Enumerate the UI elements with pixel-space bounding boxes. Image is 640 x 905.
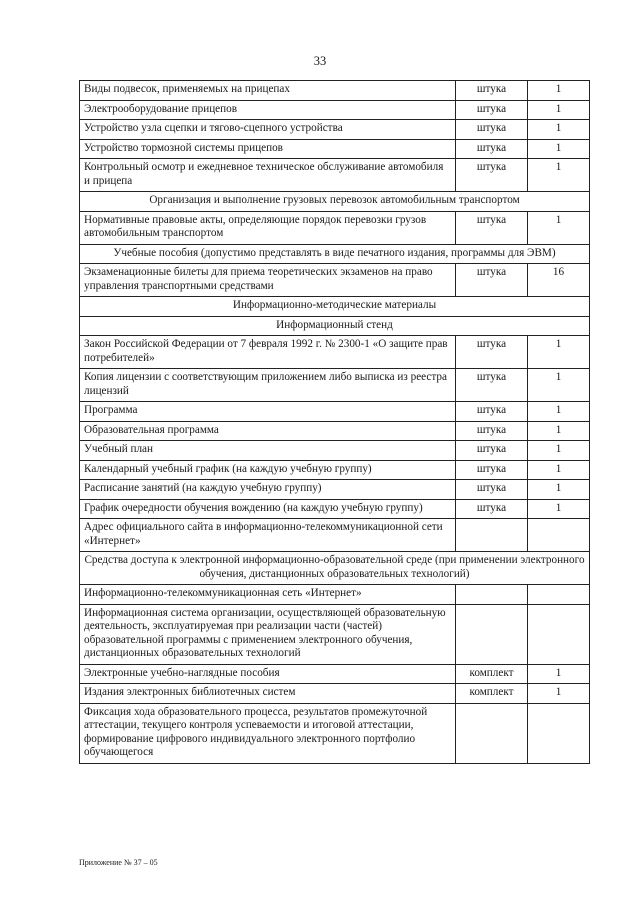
item-unit: комплект — [456, 664, 528, 684]
equipment-table — [79, 80, 590, 764]
item-quantity: 1 — [528, 81, 590, 101]
item-unit: штука — [456, 139, 528, 159]
item-quantity: 1 — [528, 402, 590, 422]
item-unit: штука — [456, 480, 528, 500]
table-row — [80, 402, 590, 422]
item-quantity — [528, 604, 590, 664]
item-name: Образовательная программа — [80, 421, 456, 441]
item-quantity: 1 — [528, 139, 590, 159]
table-row — [80, 100, 590, 120]
item-unit — [456, 703, 528, 763]
section-title: Учебные пособия (допустимо представлять в виде печатного издания, программы для ЭВМ) — [80, 244, 590, 264]
item-unit — [456, 604, 528, 664]
table-row — [80, 519, 590, 552]
item-name: Издания электронных библиотечных систем — [80, 684, 456, 704]
item-unit: штука — [456, 336, 528, 369]
table-row — [80, 441, 590, 461]
section-row — [80, 297, 590, 317]
item-quantity: 1 — [528, 211, 590, 244]
item-quantity — [528, 703, 590, 763]
item-unit: штука — [456, 81, 528, 101]
item-quantity: 1 — [528, 684, 590, 704]
item-quantity: 1 — [528, 369, 590, 402]
section-row — [80, 192, 590, 212]
table-row — [80, 264, 590, 297]
section-row — [80, 244, 590, 264]
item-name: Электрооборудование прицепов — [80, 100, 456, 120]
table-row — [80, 684, 590, 704]
table-row — [80, 120, 590, 140]
item-quantity: 1 — [528, 159, 590, 192]
section-row — [80, 316, 590, 336]
section-title: Организация и выполнение грузовых перевозок автомобильным транспортом — [80, 192, 590, 212]
item-name: Закон Российской Федерации от 7 февраля 1992 г. № 2300-1 «О защите прав потребителей» — [80, 336, 456, 369]
item-quantity: 1 — [528, 336, 590, 369]
item-name: Информационная система организации, осуществляющей образовательную деятельность, эксплуатируемая при реализации части (частей) образовательной программы с применением электронного обучения, дистанционных образовательных технологий — [80, 604, 456, 664]
item-unit: комплект — [456, 684, 528, 704]
item-quantity: 1 — [528, 460, 590, 480]
table-row — [80, 703, 590, 763]
item-quantity: 1 — [528, 664, 590, 684]
item-quantity: 1 — [528, 499, 590, 519]
section-title: Информационно-методические материалы — [80, 297, 590, 317]
table-row — [80, 604, 590, 664]
item-quantity — [528, 585, 590, 605]
item-unit: штука — [456, 441, 528, 461]
item-unit: штука — [456, 402, 528, 422]
item-unit: штука — [456, 159, 528, 192]
table-row — [80, 211, 590, 244]
item-unit: штука — [456, 460, 528, 480]
table-row — [80, 480, 590, 500]
item-name: Нормативные правовые акты, определяющие порядок перевозки грузов автомобильным транспортом — [80, 211, 456, 244]
item-name: График очередности обучения вождению (на каждую учебную группу) — [80, 499, 456, 519]
item-name: Экзаменационные билеты для приема теоретических экзаменов на право управления транспортными средствами — [80, 264, 456, 297]
item-name: Фиксация хода образовательного процесса, результатов промежуточной аттестации, текущего контроля успеваемости и итоговой аттестации, формирование цифрового индивидуального электронного портфолио обучающегося — [80, 703, 456, 763]
item-name: Виды подвесок, применяемых на прицепах — [80, 81, 456, 101]
item-unit — [456, 519, 528, 552]
item-unit: штука — [456, 100, 528, 120]
item-quantity: 1 — [528, 120, 590, 140]
item-quantity — [528, 519, 590, 552]
item-unit: штука — [456, 211, 528, 244]
table-row — [80, 81, 590, 101]
table-row — [80, 336, 590, 369]
item-name: Адрес официального сайта в информационно-телекоммуникационной сети «Интернет» — [80, 519, 456, 552]
item-unit: штука — [456, 264, 528, 297]
table-row — [80, 421, 590, 441]
table-row — [80, 460, 590, 480]
item-name: Контрольный осмотр и ежедневное техническое обслуживание автомобиля и прицепа — [80, 159, 456, 192]
item-name: Устройство тормозной системы прицепов — [80, 139, 456, 159]
item-quantity: 16 — [528, 264, 590, 297]
item-unit: штука — [456, 369, 528, 402]
item-name: Календарный учебный график (на каждую учебную группу) — [80, 460, 456, 480]
item-name: Учебный план — [80, 441, 456, 461]
table-row — [80, 369, 590, 402]
table-row — [80, 664, 590, 684]
item-unit: штука — [456, 421, 528, 441]
item-unit — [456, 585, 528, 605]
item-quantity: 1 — [528, 480, 590, 500]
item-name: Электронные учебно-наглядные пособия — [80, 664, 456, 684]
footer-note: Приложение № 37 – 05 — [79, 858, 158, 867]
item-unit: штука — [456, 499, 528, 519]
item-name: Расписание занятий (на каждую учебную группу) — [80, 480, 456, 500]
item-quantity: 1 — [528, 421, 590, 441]
section-title: Информационный стенд — [80, 316, 590, 336]
table-row — [80, 585, 590, 605]
page-number: 33 — [313, 54, 327, 68]
item-name: Информационно-телекоммуникационная сеть «Интернет» — [80, 585, 456, 605]
table-row — [80, 159, 590, 192]
item-name: Копия лицензии с соответствующим приложением либо выписка из реестра лицензий — [80, 369, 456, 402]
table-row — [80, 139, 590, 159]
item-quantity: 1 — [528, 100, 590, 120]
section-title: Средства доступа к электронной информационно-образовательной среде (при применении электронного обучения, дистанционных образовательных технологий) — [80, 552, 590, 585]
item-unit: штука — [456, 120, 528, 140]
item-name: Устройство узла сцепки и тягово-сцепного устройства — [80, 120, 456, 140]
section-row — [80, 552, 590, 585]
item-quantity: 1 — [528, 441, 590, 461]
table-row — [80, 499, 590, 519]
item-name: Программа — [80, 402, 456, 422]
